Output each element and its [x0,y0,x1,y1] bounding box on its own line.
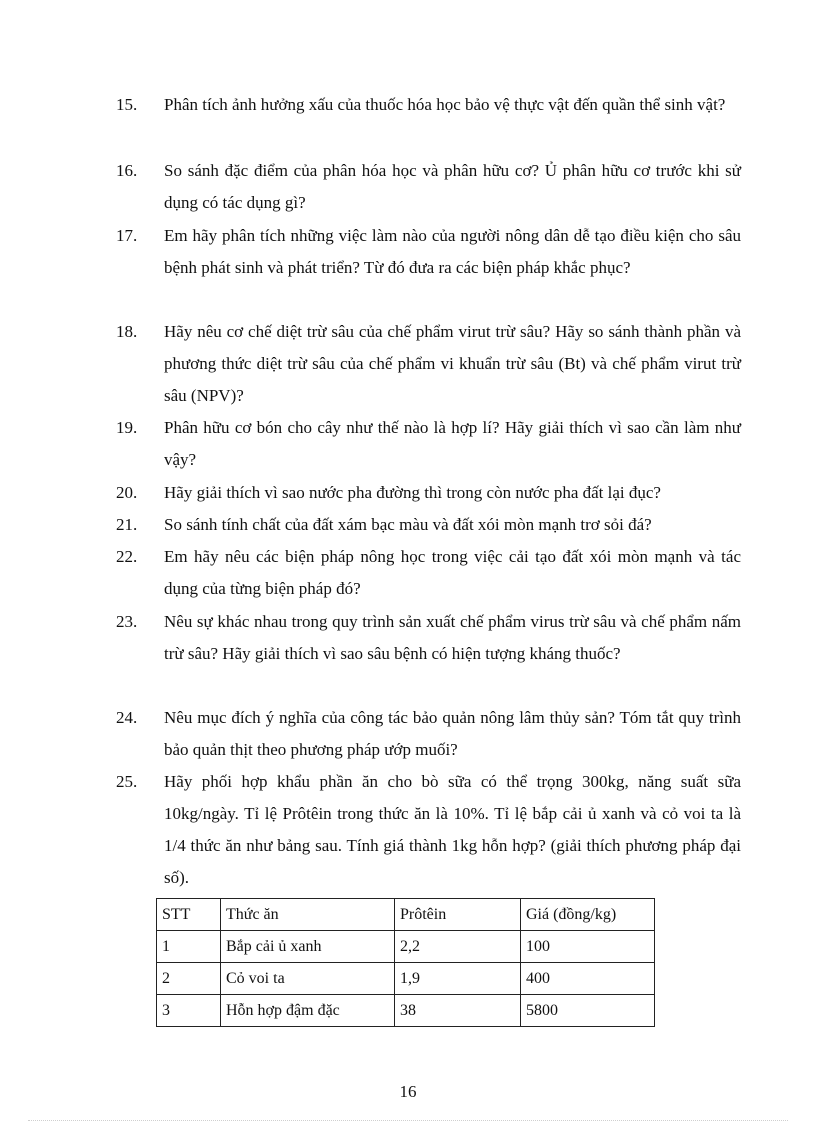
question-number: 24. [116,708,138,727]
question-text: Nêu mục đích ý nghĩa của công tác bảo quản nông lâm thủy sản? Tóm tắt quy trình bảo quản thịt theo phương pháp ướp muối? [164,708,741,759]
question-text: Em hãy nêu các biện pháp nông học trong việc cải tạo đất xói mòn mạnh và tác dụng của từng biện pháp đó? [164,547,741,598]
footer-divider [28,1120,788,1121]
table-header-row [157,899,655,931]
table-cell: 2,2 [395,931,521,963]
question-text: Nêu sự khác nhau trong quy trình sản xuất chế phẩm virus trừ sâu và chế phẩm nấm trừ sâu? Hãy giải thích vì sao sâu bệnh có hiện tượng kháng thuốc? [164,612,741,663]
question-number: 15. [116,95,138,114]
question-text: Phân hữu cơ bón cho cây như thế nào là hợp lí? Hãy giải thích vì sao cần làm như vậy? [164,418,741,469]
question-text: Phân tích ảnh hưởng xấu của thuốc hóa học bảo vệ thực vật đến quần thể sinh vật? [164,95,726,114]
question-text: So sánh đặc điểm của phân hóa học và phân hữu cơ? Ủ phân hữu cơ trước khi sử dụng có tác dụng gì? [164,161,741,212]
table-cell: Cỏ voi ta [221,963,395,995]
table-header-cell: Thức ăn [221,899,395,931]
table-header-cell: Giá (đồng/kg) [521,899,655,931]
table-row [157,995,655,1027]
question-number: 21. [116,515,138,534]
question-15 [116,89,741,121]
question-24 [116,702,741,766]
page-number: 16 [399,1082,417,1101]
table-cell: 5800 [521,995,655,1027]
question-number: 25. [116,772,138,791]
question-17 [116,220,741,284]
table-cell: 400 [521,963,655,995]
question-19 [116,412,741,476]
question-23 [116,606,741,670]
question-number: 20. [116,483,138,502]
question-number: 16. [116,161,138,180]
question-number: 22. [116,547,138,566]
question-text: Hãy giải thích vì sao nước pha đường thì trong còn nước pha đất lại đục? [164,483,661,502]
table-cell: 1 [157,931,221,963]
question-number: 18. [116,322,138,341]
table-row [157,931,655,963]
question-text: Hãy phối hợp khẩu phần ăn cho bò sữa có thể trọng 300kg, năng suất sữa 10kg/ngày. Tỉ lệ Prôtêin trong thức ăn là 10%. Tỉ lệ bắp cải ủ xanh và cỏ voi ta là 1/4 thức ăn như bảng sau. Tính giá thành 1kg hỗn hợp? (giải thích phương pháp đại số). [164,772,741,887]
table-cell: 38 [395,995,521,1027]
question-number: 23. [116,612,138,631]
table-header-cell: STT [157,899,221,931]
question-16 [116,155,741,219]
table-cell: 1,9 [395,963,521,995]
question-22 [116,541,741,605]
table-cell: Bắp cải ủ xanh [221,931,395,963]
question-21 [116,509,741,541]
table-cell: Hỗn hợp đậm đặc [221,995,395,1027]
feed-table [156,898,655,1027]
table-cell: 2 [157,963,221,995]
table-cell: 100 [521,931,655,963]
question-25 [116,766,741,894]
question-text: So sánh tính chất của đất xám bạc màu và đất xói mòn mạnh trơ sỏi đá? [164,515,652,534]
question-text: Hãy nêu cơ chế diệt trừ sâu của chế phẩm virut trừ sâu? Hãy so sánh thành phần và phương thức diệt trừ sâu của chế phẩm vi khuẩn trừ sâu (Bt) và chế phẩm virut trừ sâu (NPV)? [164,322,741,405]
question-number: 19. [116,418,138,437]
table-header-cell: Prôtêin [395,899,521,931]
table-cell: 3 [157,995,221,1027]
question-text: Em hãy phân tích những việc làm nào của người nông dân dễ tạo điều kiện cho sâu bệnh phát sinh và phát triển? Từ đó đưa ra các biện pháp khắc phục? [164,226,741,277]
table-row [157,963,655,995]
question-20 [116,477,741,509]
question-18 [116,316,741,412]
question-number: 17. [116,226,138,245]
